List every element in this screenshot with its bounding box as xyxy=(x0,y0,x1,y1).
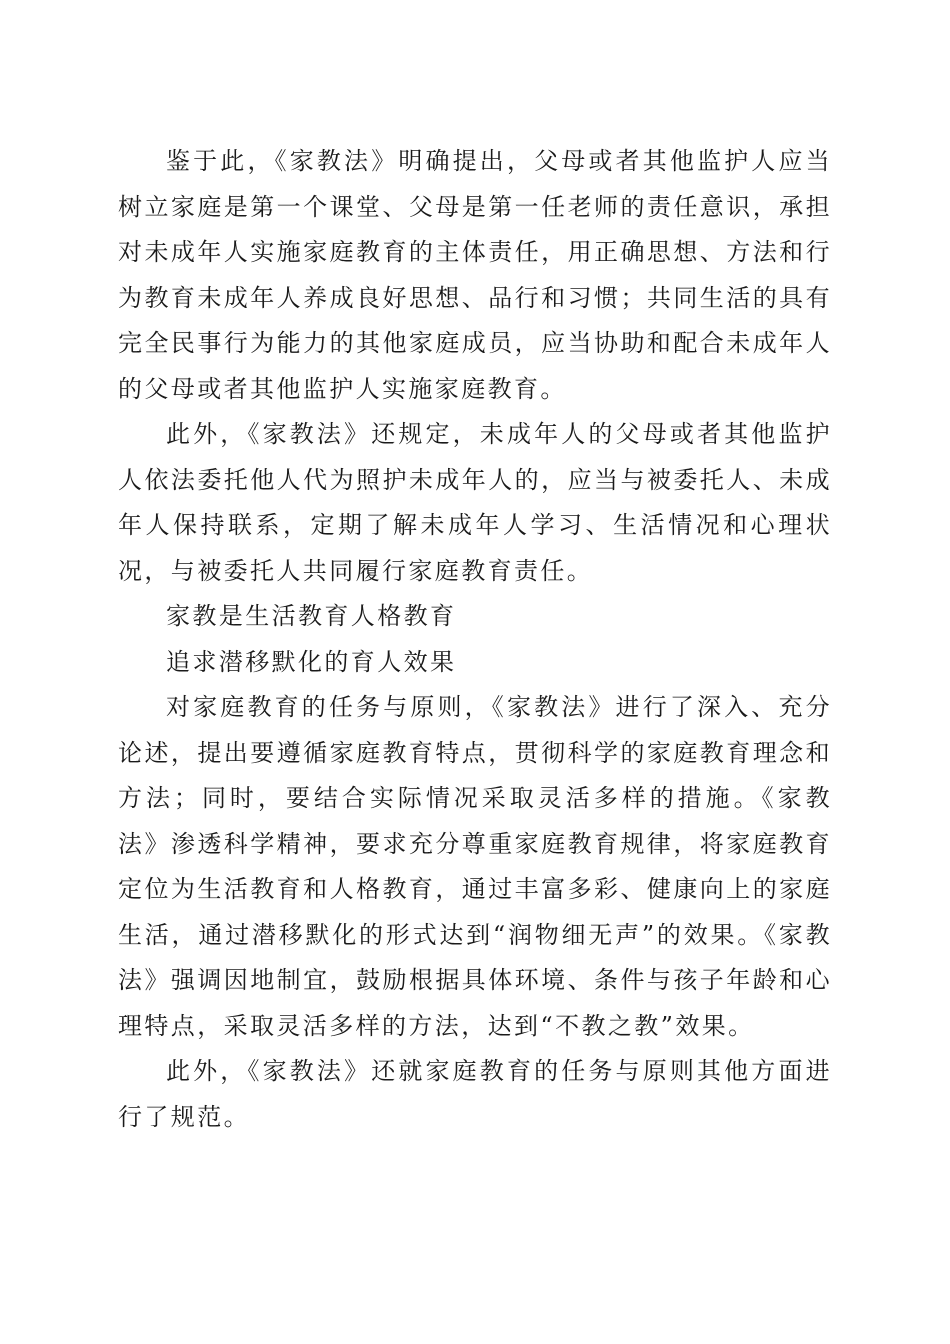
section-heading-line-2: 追求潜移默化的育人效果 xyxy=(166,647,457,676)
paragraph-entrusted-care: 此外，《家教法》还规定，未成年人的父母或者其他监护人依法委托他人代为照护未成年人的，应当与被委托人、未成年人保持联系，定期了解未成年人学习、生活情况和心理状况，与被委托人共同履行家庭教育责任。 xyxy=(118,420,832,585)
section-heading-line-1: 家教是生活教育人格教育 xyxy=(166,602,457,630)
paragraph-guardian-responsibility: 鉴于此，《家教法》明确提出，父母或者其他监护人应当树立家庭是第一个课堂、父母是第一任老师的责任意识，承担对未成年人实施家庭教育的主体责任，用正确思想、方法和行为教育未成年人养成良好思想、品行和习惯；共同生活的具有完全民事行为能力的其他家庭成员，应当协助和配合未成年人的父母或者其他监护人实施家庭教育。 xyxy=(118,147,832,403)
paragraph-tasks-and-principles: 对家庭教育的任务与原则，《家教法》进行了深入、充分论述，提出要遵循家庭教育特点，贯彻科学的家庭教育理念和方法；同时，要结合实际情况采取灵活多样的措施。《家教法》渗透科学精神，要求充分尊重家庭教育规律，将家庭教育定位为生活教育和人格教育，通过丰富多彩、健康向上的家庭生活，通过潜移默化的形式达到“润物细无声”的效果。《家教法》强调因地制宜，鼓励根据具体环境、条件与孩子年龄和心理特点，采取灵活多样的方法，达到“不教之教”效果。 xyxy=(118,693,832,1040)
paragraph-other-regulations: 此外，《家教法》还就家庭教育的任务与原则其他方面进行了规范。 xyxy=(118,1057,832,1131)
document-body xyxy=(118,139,832,1140)
